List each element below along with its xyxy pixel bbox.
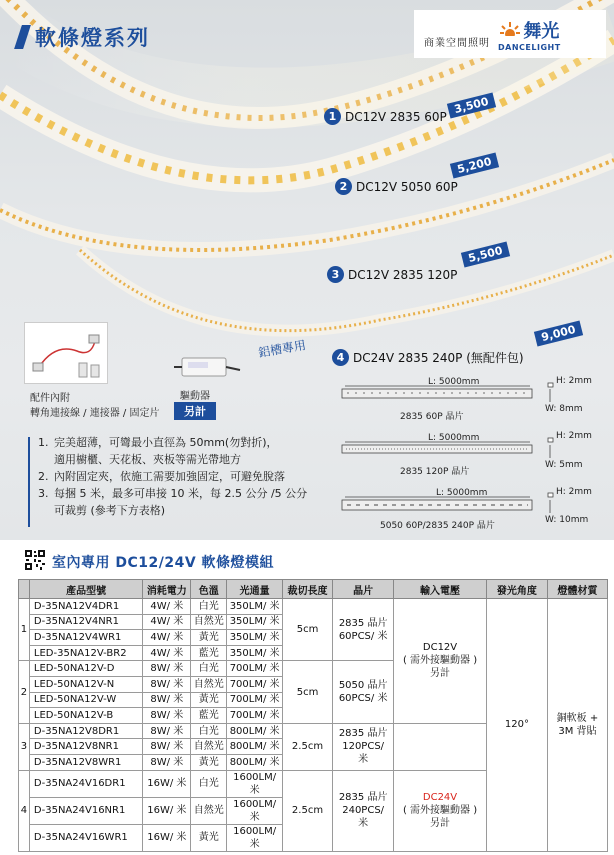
cut-length-cell: 2.5cm xyxy=(282,723,332,770)
power-cell: 16W/ 米 xyxy=(143,824,191,851)
chip-cell: 5050 晶片 60PCS/ 米 xyxy=(333,661,394,723)
dimension-chip-3: 5050 60P/2835 240P 晶片 xyxy=(380,521,495,531)
section-title: 室內專用 DC12/24V 軟條燈模組 xyxy=(52,555,275,571)
dimension-chip-2: 2835 120P 晶片 xyxy=(400,467,470,477)
qr-code-icon[interactable] xyxy=(24,549,46,571)
aluminum-channel-label: 鋁槽專用 xyxy=(257,337,307,361)
accessory-caption xyxy=(30,391,159,421)
page-title-text: 軟條燈系列 xyxy=(35,26,150,50)
cut-length-cell: 2.5cm xyxy=(282,770,332,851)
color-temp-cell: 黃光 xyxy=(191,824,227,851)
color-temp-cell: 黃光 xyxy=(191,692,227,708)
spec-table xyxy=(18,579,608,852)
power-cell: 8W/ 米 xyxy=(143,754,191,770)
chip-cell: 2835 晶片 120PCS/ 米 xyxy=(333,723,394,770)
lumen-cell: 1600LM/ 米 xyxy=(227,770,283,797)
voltage-24v-note: ( 需外接驅動器 ) 另計 xyxy=(402,805,478,830)
power-cell: 8W/ 米 xyxy=(143,676,191,692)
lumen-cell: 1600LM/ 米 xyxy=(227,797,283,824)
model-cell: LED-35NA12V-BR2 xyxy=(29,645,142,661)
material-cell: 銅軟板 + 3M 背貼 xyxy=(547,599,607,852)
product-4 xyxy=(332,349,524,366)
model-cell: LED-50NA12V-D xyxy=(29,661,142,677)
brand-name-en: DANCELIGHT xyxy=(498,42,561,52)
model-cell: D-35NA12V8DR1 xyxy=(29,723,142,739)
chip-cell: 2835 晶片 60PCS/ 米 xyxy=(333,599,394,661)
color-temp-cell: 藍光 xyxy=(191,708,227,724)
price-tag-1: 3,500 xyxy=(447,93,496,119)
header-voltage: 輸入電壓 xyxy=(394,580,487,599)
model-cell: D-35NA24V16NR1 xyxy=(29,797,142,824)
brand-name: 舞光 xyxy=(523,20,560,42)
voltage-cell-empty xyxy=(394,723,487,770)
driver-photo xyxy=(174,350,244,384)
header-cut-length: 裁切長度 xyxy=(282,580,332,599)
model-cell: D-35NA12V8NR1 xyxy=(29,739,142,755)
model-cell: LED-50NA12V-B xyxy=(29,708,142,724)
dimension-height-2: H: 2mm xyxy=(556,431,592,441)
price-tag-2: 5,200 xyxy=(450,153,499,179)
dimension-length-3: L: 5000mm xyxy=(436,488,488,498)
dimension-height-3: H: 2mm xyxy=(556,487,592,497)
power-cell: 4W/ 米 xyxy=(143,630,191,646)
model-cell: D-35NA12V4DR1 xyxy=(29,599,142,615)
power-cell: 16W/ 米 xyxy=(143,770,191,797)
color-temp-cell: 藍光 xyxy=(191,645,227,661)
group-number: 2 xyxy=(19,661,30,723)
power-cell: 16W/ 米 xyxy=(143,797,191,824)
product-number: 1 xyxy=(324,108,341,125)
lumen-cell: 800LM/ 米 xyxy=(227,739,283,755)
power-cell: 4W/ 米 xyxy=(143,645,191,661)
group-number: 3 xyxy=(19,723,30,770)
header-model: 產品型號 xyxy=(29,580,142,599)
dimension-chip-1: 2835 60P 晶片 xyxy=(400,412,464,422)
group-number: 4 xyxy=(19,770,30,851)
color-temp-cell: 自然光 xyxy=(191,676,227,692)
price-tag-4: 9,000 xyxy=(534,321,583,347)
model-cell: D-35NA24V16DR1 xyxy=(29,770,142,797)
color-temp-cell: 白光 xyxy=(191,599,227,615)
voltage-cell: DC12V ( 需外接驅動器 ) 另計 xyxy=(394,599,487,724)
chip-cell: 2835 晶片 240PCS/ 米 xyxy=(333,770,394,851)
power-cell: 8W/ 米 xyxy=(143,661,191,677)
dimension-width-3: W: 10mm xyxy=(545,515,589,525)
lumen-cell: 800LM/ 米 xyxy=(227,754,283,770)
cut-length-cell: 5cm xyxy=(282,661,332,723)
model-cell: D-35NA12V8WR1 xyxy=(29,754,142,770)
note-item: 1. 完美超薄，可彎最小直徑為 50mm(勿對折)， 適用櫥櫃、天花板、夾板等需光帶地方 xyxy=(38,436,278,466)
lumen-cell: 350LM/ 米 xyxy=(227,630,283,646)
brand-box xyxy=(414,10,606,58)
accessory-photo xyxy=(24,322,108,384)
color-temp-cell: 自然光 xyxy=(191,614,227,630)
dimension-width-2: W: 5mm xyxy=(545,460,583,470)
color-temp-cell: 自然光 xyxy=(191,739,227,755)
color-temp-cell: 白光 xyxy=(191,723,227,739)
product-number: 2 xyxy=(335,178,352,195)
model-cell: D-35NA12V4NR1 xyxy=(29,614,142,630)
lumen-cell: 700LM/ 米 xyxy=(227,676,283,692)
table-header-row xyxy=(19,580,608,599)
dimension-width-1: W: 8mm xyxy=(545,404,583,414)
lumen-cell: 350LM/ 米 xyxy=(227,645,283,661)
header-power: 消耗電力 xyxy=(143,580,191,599)
header-material: 燈體材質 xyxy=(547,580,607,599)
header-angle: 發光角度 xyxy=(486,580,547,599)
power-cell: 8W/ 米 xyxy=(143,692,191,708)
voltage-24v-label: DC24V xyxy=(422,792,458,804)
product-spec: DC12V 2835 60P xyxy=(345,109,447,124)
driver-extra-badge: 另計 xyxy=(174,402,216,420)
product-spec: DC12V 2835 120P xyxy=(348,267,458,282)
group-number: 1 xyxy=(19,599,30,661)
cut-length-cell: 5cm xyxy=(282,599,332,661)
color-temp-cell: 黃光 xyxy=(191,754,227,770)
brand-subtitle: 商業空間照明 xyxy=(424,37,490,49)
product-spec: DC24V 2835 240P (無配件包) xyxy=(353,351,524,365)
lumen-cell: 700LM/ 米 xyxy=(227,661,283,677)
sun-logo-icon xyxy=(499,20,521,40)
power-cell: 4W/ 米 xyxy=(143,599,191,615)
product-spec: DC12V 5050 60P xyxy=(356,179,458,194)
product-number: 3 xyxy=(327,266,344,283)
lumen-cell: 700LM/ 米 xyxy=(227,708,283,724)
power-cell: 4W/ 米 xyxy=(143,614,191,630)
dimension-length-1: L: 5000mm xyxy=(428,377,480,387)
color-temp-cell: 黃光 xyxy=(191,630,227,646)
accessory-caption-line1: 配件內附 xyxy=(30,393,70,404)
price-tag-3: 5,500 xyxy=(461,242,510,268)
power-cell: 8W/ 米 xyxy=(143,708,191,724)
dimension-length-2: L: 5000mm xyxy=(428,433,480,443)
product-2 xyxy=(335,178,458,195)
notes-accent-line xyxy=(28,437,30,527)
header-cell xyxy=(19,580,30,599)
page-title xyxy=(18,22,150,52)
color-temp-cell: 自然光 xyxy=(191,797,227,824)
brand-logo xyxy=(498,17,561,52)
lumen-cell: 700LM/ 米 xyxy=(227,692,283,708)
header-lumen: 光通量 xyxy=(227,580,283,599)
model-cell: D-35NA12V4WR1 xyxy=(29,630,142,646)
lumen-cell: 350LM/ 米 xyxy=(227,614,283,630)
lumen-cell: 350LM/ 米 xyxy=(227,599,283,615)
power-cell: 8W/ 米 xyxy=(143,723,191,739)
feature-notes xyxy=(38,434,307,519)
table-row xyxy=(19,599,608,615)
color-temp-cell: 白光 xyxy=(191,661,227,677)
lumen-cell: 1600LM/ 米 xyxy=(227,824,283,851)
color-temp-cell: 白光 xyxy=(191,770,227,797)
model-cell: D-35NA24V16WR1 xyxy=(29,824,142,851)
product-number: 4 xyxy=(332,349,349,366)
model-cell: LED-50NA12V-W xyxy=(29,692,142,708)
dimension-height-1: H: 2mm xyxy=(556,376,592,386)
product-1 xyxy=(324,108,447,125)
lumen-cell: 800LM/ 米 xyxy=(227,723,283,739)
note-item: 2. 內附固定夾，依施工需要加強固定，可避免脫落 xyxy=(38,470,285,483)
accessory-caption-line2: 轉角連接線 / 連接器 / 固定片 xyxy=(30,408,160,419)
header-color-temp: 色溫 xyxy=(191,580,227,599)
header-chip: 晶片 xyxy=(333,580,394,599)
product-3 xyxy=(327,266,457,283)
note-item: 3. 每捆 5 米，最多可串接 10 米，每 2.5 公分 /5 公分 可裁剪 (參考下方表格) xyxy=(38,487,308,517)
model-cell: LED-50NA12V-N xyxy=(29,676,142,692)
angle-cell: 120° xyxy=(486,599,547,852)
voltage-cell-24v xyxy=(394,770,487,851)
power-cell: 8W/ 米 xyxy=(143,739,191,755)
driver-label: 驅動器 xyxy=(180,391,210,402)
